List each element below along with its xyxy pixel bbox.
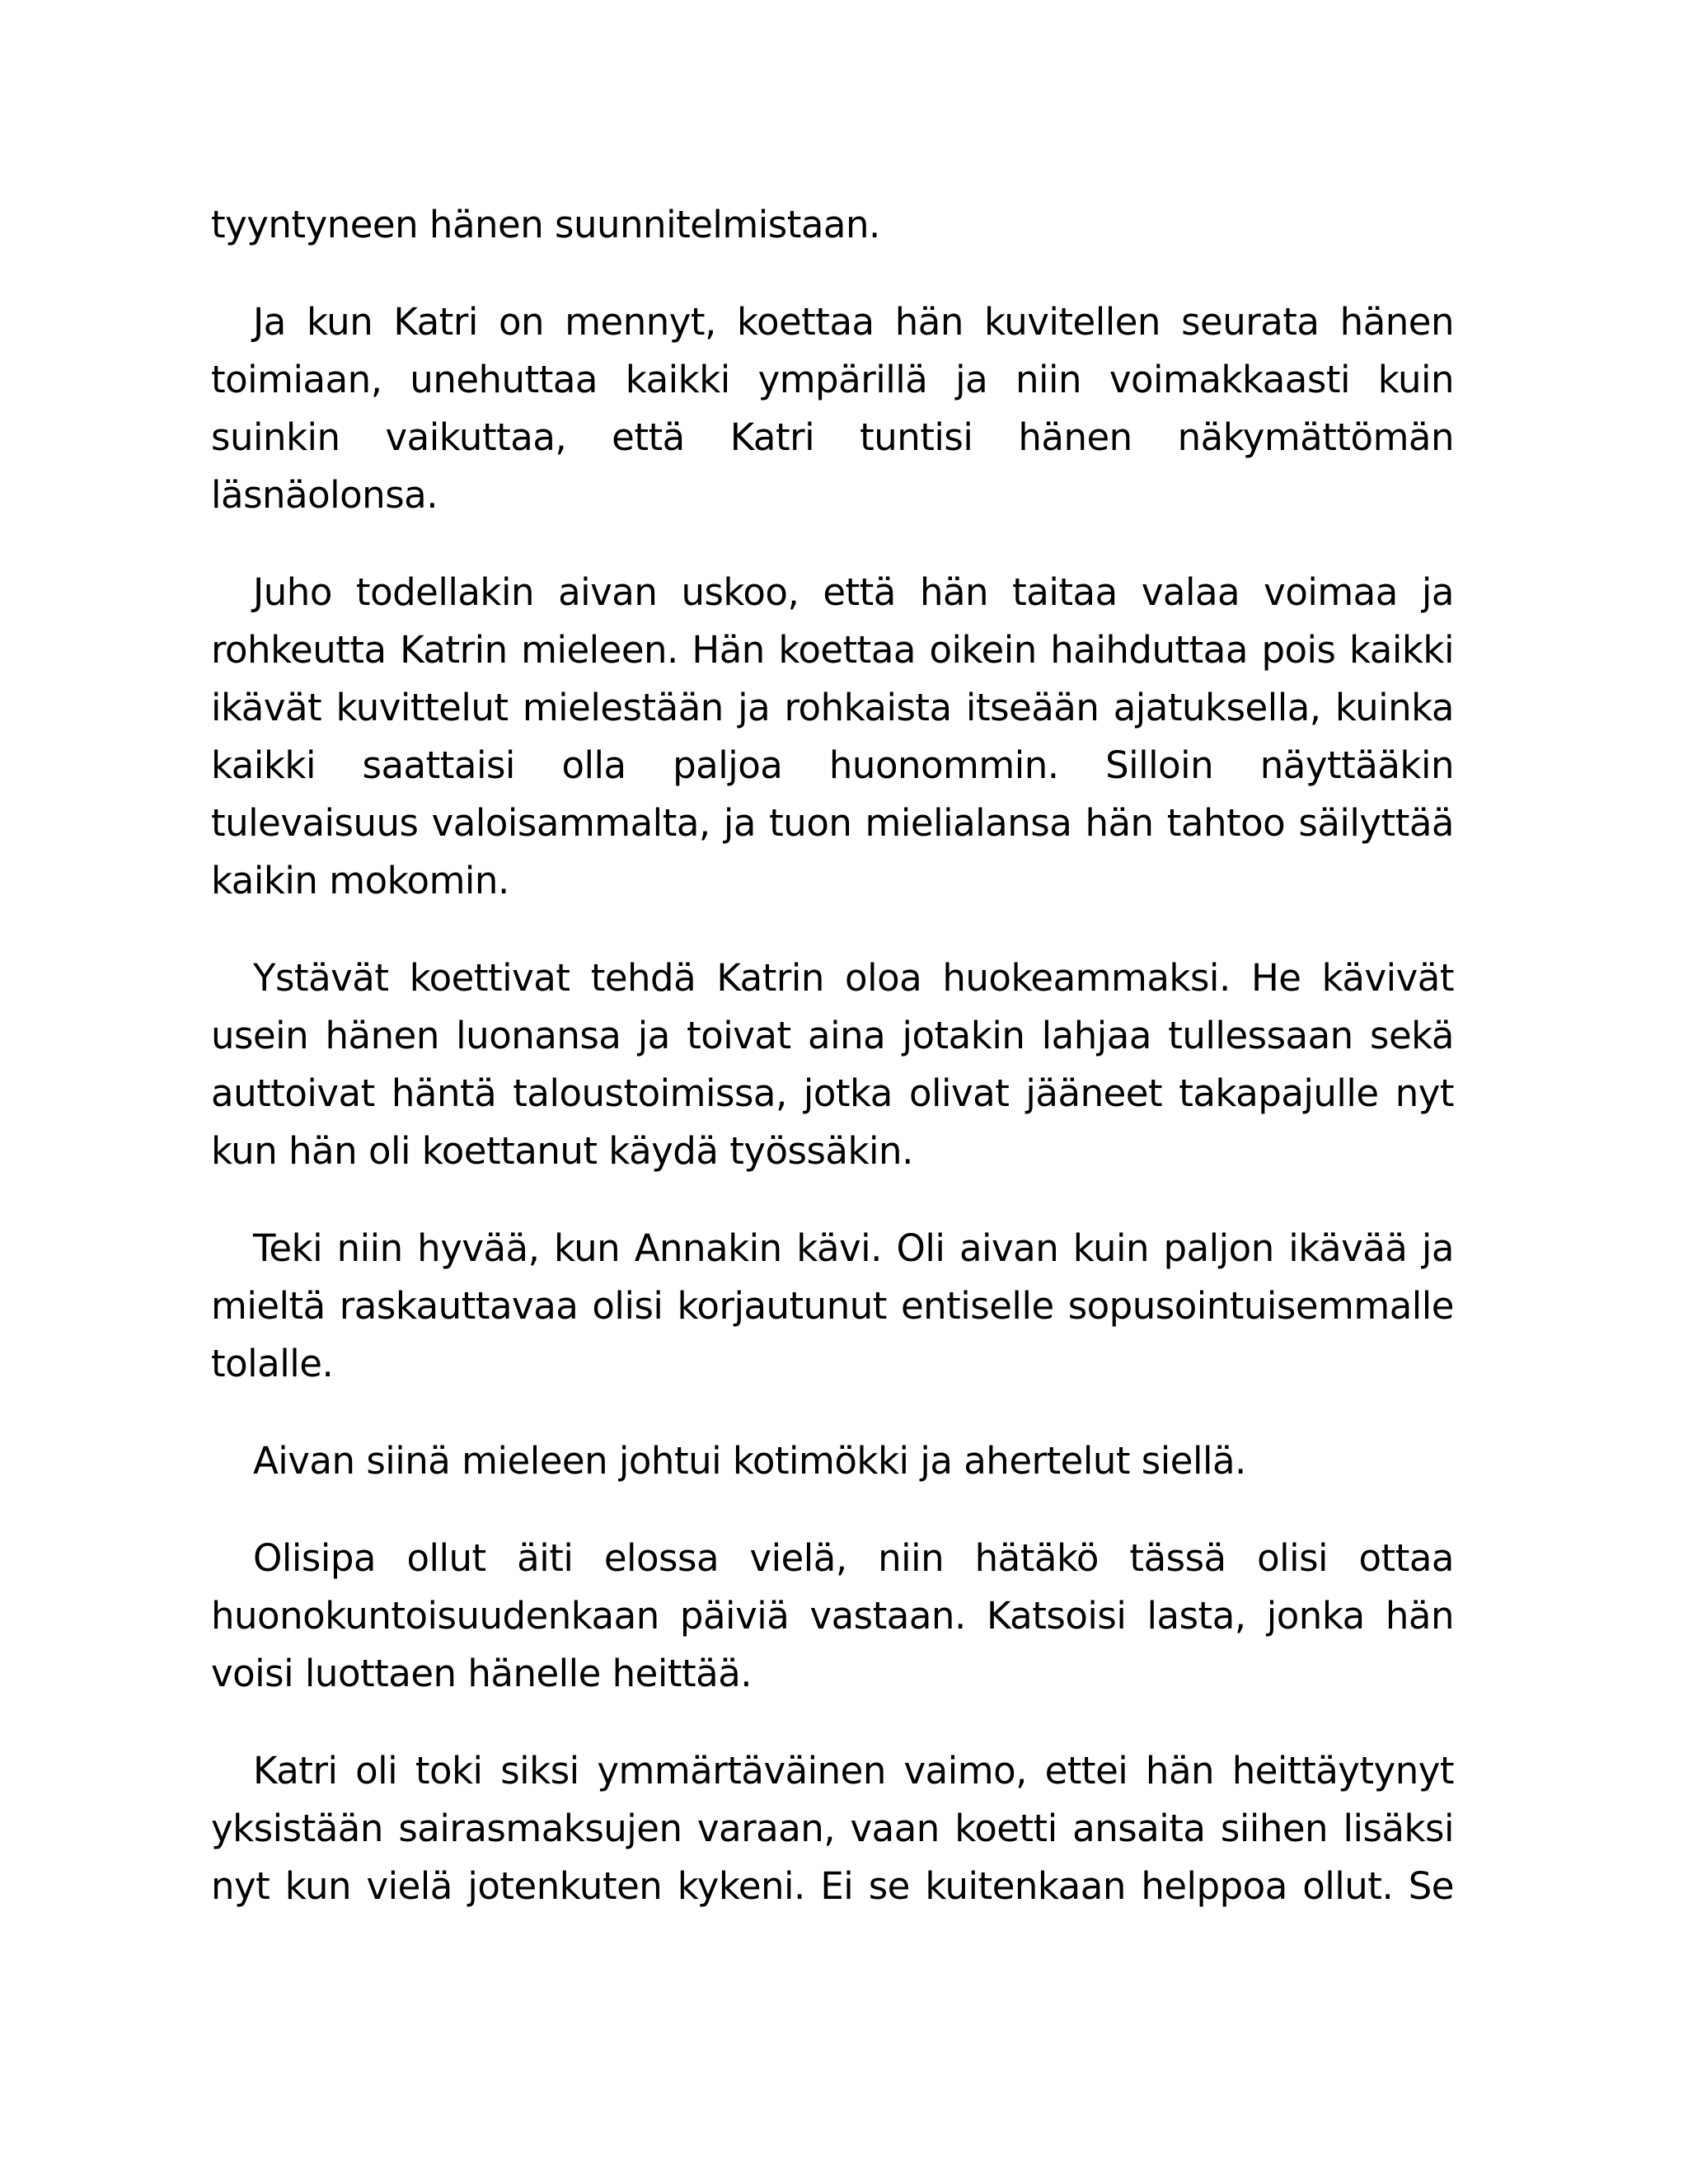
paragraph-5: Teki niin hyvää, kun Annakin kävi. Oli aivan kuin paljon ikävää ja mieltä raskauttavaa olisi korjautunut entiselle sopusointuisemmalle tolalle. bbox=[211, 1226, 1454, 1385]
paragraph-6: Aivan siinä mieleen johtui kotimökki ja ahertelut siellä. bbox=[253, 1439, 1246, 1483]
paragraph-3: Juho todellakin aivan uskoo, että hän taitaa valaa voimaa ja rohkeutta Katrin mieleen. Hän koettaa oikein haihduttaa pois kaikki ikävät kuvittelut mielestään ja rohkaista itseään ajatuksella, kuinka kaikki saattaisi olla paljoa huonommin. Silloin näyttääkin tulevaisuus valoisammalta, ja tuon mielialansa hän tahtoo säilyttää kaikin mokomin. bbox=[211, 570, 1454, 902]
paragraph-1: tyyntyneen hänen suunnitelmistaan. bbox=[211, 203, 880, 246]
paragraph-2: Ja kun Katri on mennyt, koettaa hän kuvitellen seurata hänen toimiaan, unehuttaa kaikki ympärillä ja niin voimakkaasti kuin suinkin vaikuttaa, että Katri tuntisi hänen näkymättömän läsnäolonsa. bbox=[211, 300, 1454, 517]
body-text bbox=[211, 196, 1454, 1955]
paragraph-8: Katri oli toki siksi ymmärtäväinen vaimo, ettei hän heittäytynyt yksistään sairasmaksujen varaan, vaan koetti ansaita siihen lisäksi nyt kun vielä jotenkuten kykeni. Ei se kuitenkaan helppoa ollut. Se bbox=[211, 1749, 1454, 1908]
paragraph-7: Olisipa ollut äiti elossa vielä, niin hätäkö tässä olisi ottaa huonokuntoisuudenkaan päiviä vastaan. Katsoisi lasta, jonka hän voisi luottaen hänelle heittää. bbox=[211, 1536, 1454, 1695]
paragraph-4: Ystävät koettivat tehdä Katrin oloa huokeammaksi. He kävivät usein hänen luonansa ja toivat aina jotakin lahjaa tullessaan sekä auttoivat häntä taloustoimissa, jotka olivat jääneet takapajulle nyt kun hän oli koettanut käydä työssäkin. bbox=[211, 956, 1454, 1173]
